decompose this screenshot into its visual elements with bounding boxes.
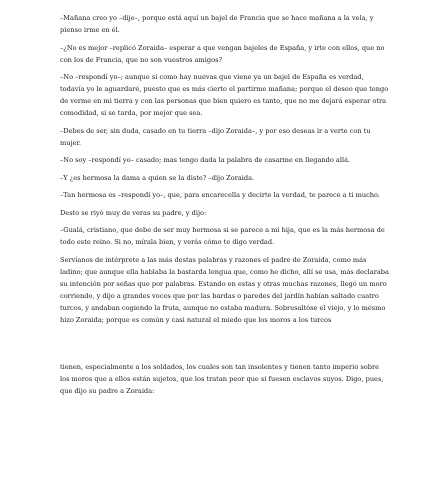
paragraph-9: –Gualá, cristiano, que debe de ser muy hermosa si se parece a mi hija, que es la más hermosa de todo este reino. Si no, mírala bien, y verás cómo te digo verdad. (60, 226, 385, 246)
paragraph-5: –No soy –respondí yo– casado; mas tengo dada la palabra de casarme en llegando allá. (60, 156, 351, 164)
paragraph-4: –Debes de ser, sin duda, casado en tu tierra –dijo Zoraida–, y por eso deseas ir a verte con tu mujer. (60, 126, 371, 147)
document-page (60, 12, 390, 403)
paragraph-3: –No –respondí yo–; aunque si como hay nuevas que viene ya un bajel de España es verdad, todavía yo le aguardaré, puesto que es más cierto el partirme mañana; porque el deseo que tengo de verme en mi tierra y con las personas que bien quiero es tanto, que no me dejará esperar otra comodidad, si se tarda, por mejor que sea. (60, 73, 389, 117)
paragraph-1: –Mañana creo yo –dije–, porque está aquí un bajel de Francia que se hace mañana a la vela, y pienso irme en él. (60, 14, 374, 34)
paragraph-10: Servíanos de intérprete a las más destas palabras y razones el padre de Zoraida, como más ladino; que aunque ella hablaba la bastarda lengua que, como he dicho, allí se usa, más declaraba su intención por señas que por palabras. Estando en estas y otras muchas razones, llegó un moro corriendo, y dijo a grandes voces que por las bardas o paredes del jardín habían saltado cuatro turcos, y andaban cogiendo la fruta, aunque no estaba madura. Sobresaltóse el viejo, y lo mesmo hizo Zoraida; porque es común y casi natural el miedo que los moros a los turcos (60, 255, 389, 324)
paragraph-8: Desto se riyó muy de veras su padre, y dijo: (60, 208, 207, 217)
paragraph-7: –Tan hermosa es –respondí yo–, que, para encarecella y decirte la verdad, te parece a ti mucho. (60, 191, 380, 199)
continuation-paragraph: tienen, especialmente a los soldados, los cuales son tan insolentes y tienen tanto imperio sobre los moros que a ellos están sujetos, que los tratan peor que si fuesen esclavos suyos. Digo, pues, que dijo su padre a Zoraida: (60, 363, 384, 395)
paragraph-2: –¿No es mejor –replicó Zoraida– esperar a que vengan bajeles de España, y irte con ellos, que no con los de Francia, que no son vuestros amigos? (60, 43, 385, 64)
page-break-gap (60, 331, 390, 361)
paragraph-6: –Y ¿es hermosa la dama a quien se la diste? –dijo Zoraida. (60, 173, 255, 182)
